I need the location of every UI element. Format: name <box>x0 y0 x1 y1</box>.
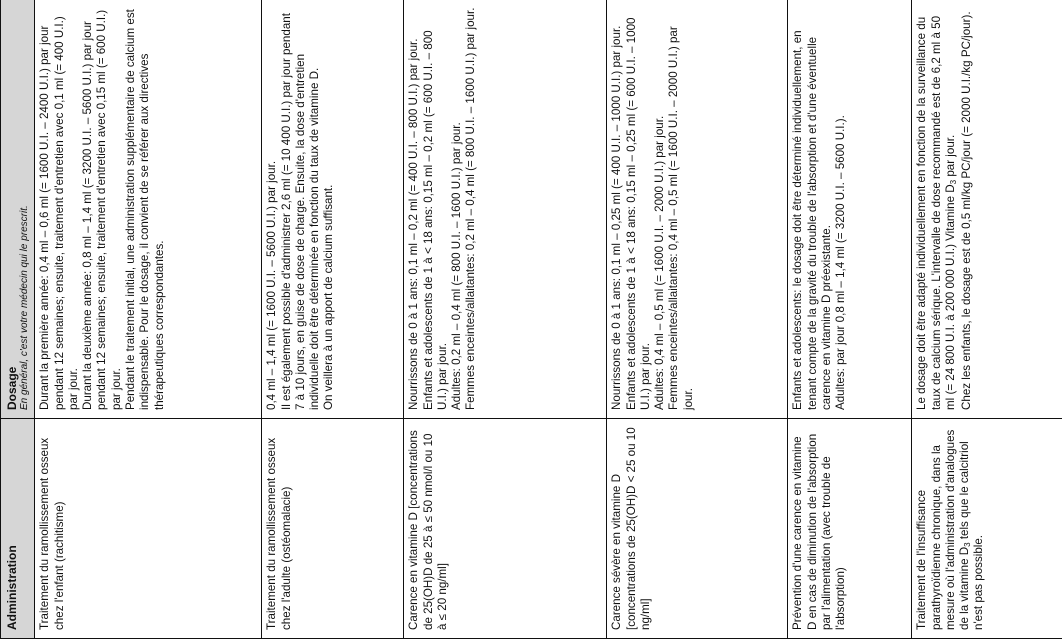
table-row <box>912 0 1062 639</box>
dosage-line: 0,4 ml – 1,4 ml (= 1600 U.I. – 5600 U.I.) par jour. <box>265 160 279 410</box>
table-row <box>262 0 404 639</box>
table-header-row <box>1 0 35 639</box>
table-row <box>404 0 607 639</box>
dosage-cell <box>262 0 404 419</box>
administration-cell: Traitement du ramollissement osseux chez l'adulte (ostéomalacie) <box>262 419 404 639</box>
dosage-line: Nourrissons de 0 à 1 ans: 0,1 ml – 0,25 ml (= 400 U.I. – 1000 U.I.) par jour. <box>610 25 624 410</box>
header-dosage: Dosage En général, c'est votre médecin qui le prescrit. <box>1 0 35 419</box>
dosage-line: Adultes: par jour 0,8 ml – 1,4 ml (= 3200 U.I. – 5600 U.I.). <box>834 115 848 410</box>
dosage-line: Durant la deuxième année: 0,8 ml – 1,4 ml (= 3200 U.I. – 5600 U.I.) par jour pendant 12 semaines; ensuite, traitement d'entretien avec 0,15 ml (= 600 U.I.) par jour. <box>81 9 123 410</box>
table-row <box>607 0 788 639</box>
dosage-cell <box>788 0 912 419</box>
dosage-line: Le dosage doit être adapté individuellement en fonction de la surveillance du taux de calcium sérique. L'intervalle de dose recommandé est de 6,2 ml à 50 ml (= 24 800 U.I. à 200 000 U.I.) Vitamine $D_3$ par jour. <box>915 15 958 410</box>
table-row <box>788 0 912 639</box>
dosage-cell <box>404 0 607 419</box>
dosage-cell <box>912 0 1062 419</box>
dosage-cell <box>35 0 262 419</box>
administration-cell: Prévention d'une carence en vitamine D en cas de diminution de l'absorption par l'alimentation (avec trouble de l'absorption) <box>788 419 912 639</box>
dosage-line: Nourrissons de 0 à 1 ans: 0,1 ml – 0,2 ml (= 400 U.I. – 800 U.I.) par jour. <box>407 38 421 410</box>
dosage-line: Adultes: 0,4 ml – 0,5 ml (= 1600 U.I. – 2000 U.I.) par jour. <box>653 115 667 410</box>
dosage-line: Femmes enceintes/allaitantes: 0,2 ml – 0,4 ml (= 800 U.I. – 1600 U.I.) par jour. <box>464 7 478 410</box>
dosage-line: Femmes enceintes/allaitantes: 0,4 ml – 0,5 ml (= 1600 U.I. – 2000 U.I.) par jour. <box>667 26 695 410</box>
header-dosage-note: En général, c'est votre médecin qui le prescrit. <box>19 205 31 410</box>
dosage-line: Enfants et adolescents de 1 à < 18 ans: 0,15 ml – 0,2 ml (= 600 U.I. – 800 U.I.) par jour. <box>421 30 449 410</box>
administration-cell: Carence sévère en vitamine D [concentrations de 25(OH)D < 25 ou 10 ng/ml] <box>607 419 788 639</box>
dosage-line: Il est également possible d'administrer 2,6 ml (= 10 400 U.I.) par jour pendant 7 à 10 jours, en guise de dose de charge. Ensuite, la dose d'entretien individuelle doit être déterminée en fonction du taux de vitamine D. <box>279 13 322 410</box>
dosage-line: Chez les enfants, le dosage est de 0,5 ml/kg PC/jour (= 2000 U.I./kg PC/jour). <box>960 11 974 410</box>
dosage-line: Enfants et adolescents: le dosage doit être déterminé individuellement, en tenant compte de la gravité du trouble de l'absorption et d'une éventuelle carence en vitamine D préexistante. <box>791 30 833 410</box>
dosage-cell <box>607 0 788 419</box>
header-administration: Administration <box>1 419 35 639</box>
dosage-line: Durant la première année: 0,4 ml – 0,6 ml (= 1600 U.I. – 2400 U.I.) par jour pendant 12 semaines; ensuite, traitement d'entretien avec 0,1 ml (= 400 U.I.) par jour. <box>38 16 80 410</box>
table-row <box>35 0 262 639</box>
administration-cell: Carence en vitamine D [concentrations de 25(OH)D de 25 à ≤ 50 nmol/l ou 10 à ≤ 20 ng/ml] <box>404 419 607 639</box>
dosage-line: Adultes: 0,2 ml – 0,4 ml (= 800 U.I. – 1600 U.I.) par jour. <box>450 122 464 410</box>
administration-cell: Traitement du ramollissement osseux chez l'enfant (rachitisme) <box>35 419 262 639</box>
dosage-line: Pendant le traitement initial, une administration supplémentaire de calcium est indispensable. Pour le dosage, il convient de se référer aux directives thérapeutiques correspondantes. <box>124 9 166 410</box>
administration-cell: Traitement de l'insuffisance parathyroïdienne chronique, dans la mesure où l'administration d'analogues de la vitamine $D_3$ tels que le calcitriol n'est pas possible. <box>912 419 1062 639</box>
dosage-line: Enfants et adolescents de 1 à < 18 ans: 0,15 ml – 0,25 ml (= 600 U.I. – 1000 U.I.) par jour. <box>624 17 652 410</box>
dosage-line: On veillera à un apport de calcium suffisant. <box>322 184 336 410</box>
